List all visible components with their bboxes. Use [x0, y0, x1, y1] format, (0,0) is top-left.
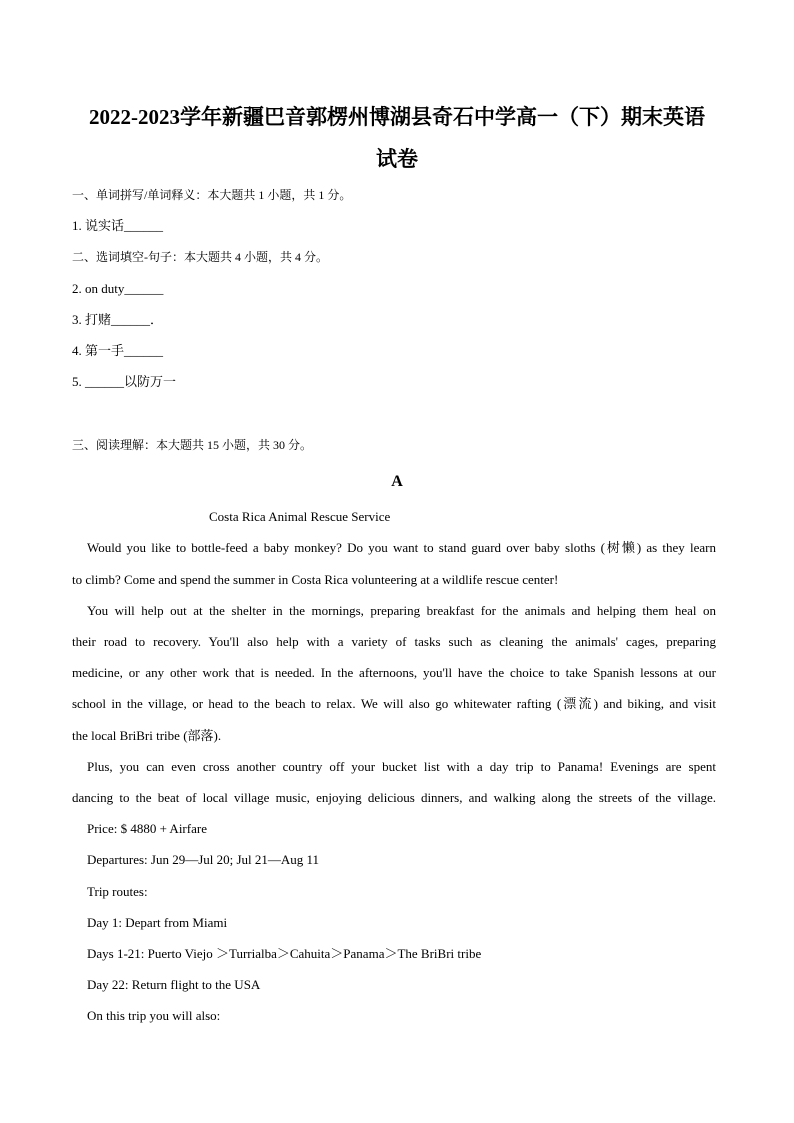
question-3: 3. 打赌______． — [72, 312, 164, 327]
paragraph-1-line-2: to climb? Come and spend the summer in Costa Rica volunteering at a wildlife rescue center! — [72, 572, 559, 587]
paragraph-2-line-2: their road to recovery. You'll also help with a variety of tasks such as cleaning the animals' cages, preparing — [72, 634, 716, 649]
price-line: Price: $ 4880 + Airfare — [87, 821, 207, 836]
question-2: 2. on duty______ — [72, 281, 164, 296]
question-1: 1. 说实话______ — [72, 218, 164, 233]
passage-label: A — [391, 473, 403, 490]
exam-title-line1: 2022-2023学年新疆巴音郭楞州博湖县奇石中学高一（下）期末英语 — [89, 105, 705, 129]
section-2-heading: 二、选词填空-句子：本大题共 4 小题，共 4 分。 — [72, 250, 328, 264]
day-22-line: Day 22: Return flight to the USA — [87, 977, 261, 992]
section-1-heading: 一、单词拼写/单词释义：本大题共 1 小题，共 1 分。 — [72, 188, 352, 202]
paragraph-3-line-2: dancing to the beat of local village music, enjoying delicious dinners, and walking along the streets of the village. — [72, 790, 716, 805]
also-line: On this trip you will also: — [87, 1008, 221, 1023]
paragraph-2-line-5: the local BriBri tribe (部落). — [72, 728, 222, 743]
day-1-line: Day 1: Depart from Miami — [87, 915, 228, 930]
departures-line: Departures: Jun 29—Jul 20; Jul 21—Aug 11 — [87, 852, 320, 867]
paragraph-2-line-4: school in the village, or head to the beach to relax. We will also go whitewater rafting (漂流) and biking, and visit — [72, 696, 716, 711]
question-4: 4. 第一手______ — [72, 343, 164, 358]
paragraph-2-line-1: You will help out at the shelter in the mornings, preparing breakfast for the animals and helping them heal on — [87, 603, 716, 618]
passage-heading: Costa Rica Animal Rescue Service — [209, 509, 391, 524]
days-1-21-line: Days 1-21: Puerto Viejo ＞Turrialba＞Cahuita＞Panama＞The BriBri tribe — [87, 946, 482, 961]
question-5: 5. ______以防万一 — [72, 374, 177, 389]
paragraph-3-line-1: Plus, you can even cross another country off your bucket list with a day trip to Panama! Evenings are spent — [87, 759, 716, 774]
paragraph-2-line-3: medicine, or any other work that is needed. In the afternoons, you'll have the choice to take Spanish lessons at our — [72, 665, 716, 680]
exam-title-line2: 试卷 — [376, 147, 418, 171]
section-3-heading: 三、阅读理解：本大题共 15 小题，共 30 分。 — [72, 438, 313, 452]
trip-routes-label: Trip routes: — [87, 884, 148, 899]
paragraph-1-line-1: Would you like to bottle-feed a baby monkey? Do you want to stand guard over baby sloths (树懒) as they learn — [87, 540, 716, 555]
